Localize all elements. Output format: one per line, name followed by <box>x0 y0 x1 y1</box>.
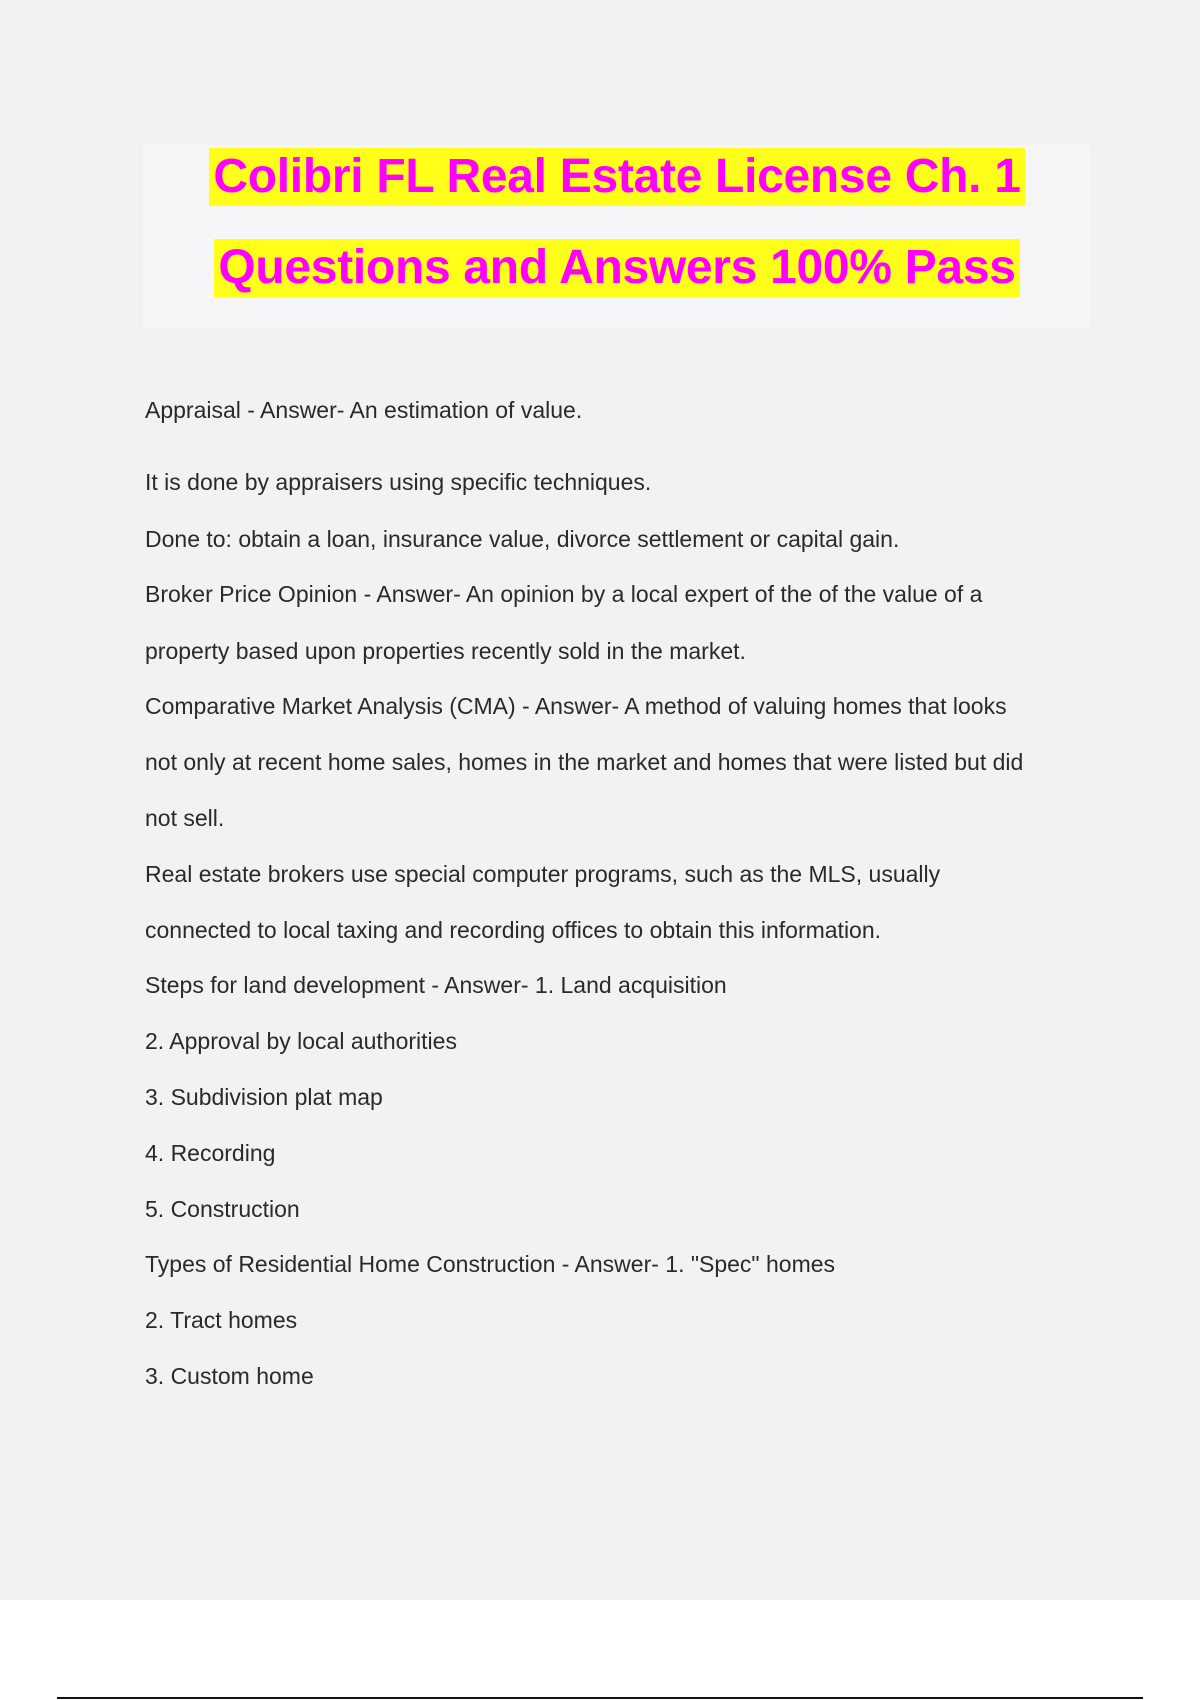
text-line: property based upon properties recently sold in the market. <box>145 638 746 664</box>
text-line: Done to: obtain a loan, insurance value, divorce settlement or capital gain. <box>145 526 900 552</box>
title-block <box>143 145 1091 327</box>
text-line: not sell. <box>145 805 225 831</box>
text-line-land-development: Steps for land development - Answer- 1. Land acquisition <box>145 972 727 998</box>
list-item: 2. Approval by local authorities <box>145 1028 457 1054</box>
text-line: connected to local taxing and recording offices to obtain this information. <box>145 917 882 943</box>
document-title-line-1: Colibri FL Real Estate License Ch. 1 <box>209 148 1024 206</box>
list-item: 4. Recording <box>145 1140 276 1166</box>
text-line-appraisal: Appraisal - Answer- An estimation of value. <box>145 397 583 423</box>
footer-divider <box>57 1697 1143 1699</box>
text-line-broker-price-opinion: Broker Price Opinion - Answer- An opinion by a local expert of the of the value of a <box>145 581 983 607</box>
text-line: Real estate brokers use special computer programs, such as the MLS, usually <box>145 861 941 887</box>
text-line-residential-construction: Types of Residential Home Construction - Answer- 1. "Spec" homes <box>145 1251 836 1277</box>
list-item: 2. Tract homes <box>145 1307 298 1333</box>
list-item: 5. Construction <box>145 1196 300 1222</box>
text-line-cma: Comparative Market Analysis (CMA) - Answer- A method of valuing homes that looks <box>145 693 1007 719</box>
text-line: It is done by appraisers using specific techniques. <box>145 469 652 495</box>
document-title-line-2: Questions and Answers 100% Pass <box>214 239 1019 297</box>
list-item: 3. Custom home <box>145 1363 314 1389</box>
list-item: 3. Subdivision plat map <box>145 1084 383 1110</box>
text-line: not only at recent home sales, homes in the market and homes that were listed but did <box>145 749 1024 775</box>
